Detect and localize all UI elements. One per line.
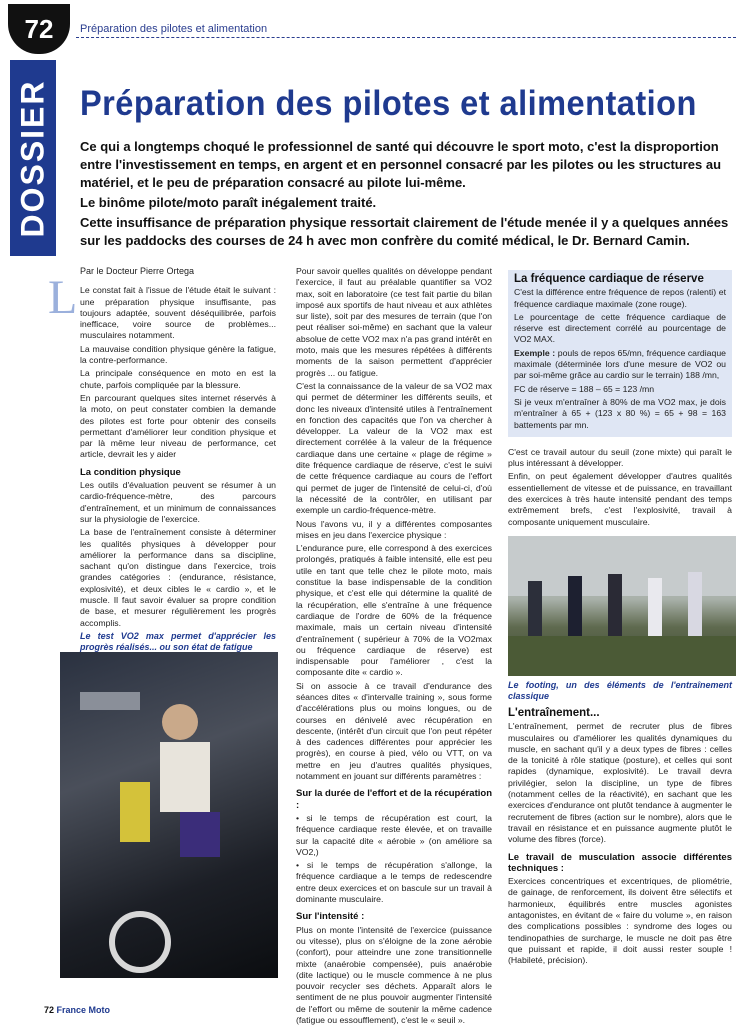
footer-page-number: 72 xyxy=(44,1005,55,1015)
col1-paragraph: Les outils d'évaluation peuvent se résumer à un cardio-fréquence-mètre, des parcours d'entraînement, et un minimum de connaissances sur la physiologie de l'exercice. xyxy=(80,480,276,524)
photo-caption-vo2: Le test VO2 max permet d'apprécier les progrès réalisés... ou son état de fatigue xyxy=(80,630,276,652)
footer-brand: France Moto xyxy=(56,1005,111,1015)
box-paragraph: C'est la différence entre fréquence de repos (ralenti) et fréquence cardiaque maximale (zone rouge). xyxy=(514,287,726,309)
runners-illustration xyxy=(508,536,736,676)
col3-paragraph: L'entraînement, permet de recruter plus de fibres musculaires ou d'améliorer les qualités dynamiques du muscle, en sachant qu'il y a deux types de fibres : celles de la tonicité à rôle statique (posture), et celles qui sont rapides (dynamique, explosivité). Le travail devra privilégier, selon la discipline, un type de fibres (notamment celles de la réactivité), en sachant que les exercices d'endurance ont plutôt tendance à augmenter le recrutement de fibres (action sur le nombre), alors que le travail en résistance et en puissance augmente plutôt le volume des fibres (force). xyxy=(508,721,732,845)
page-number: 72 xyxy=(8,4,70,54)
shorts-shape xyxy=(180,812,220,857)
box-paragraph: Le pourcentage de cette fréquence cardiaque de réserve est directement corrélé au pourcentage de VO2 MAX. xyxy=(514,311,726,345)
article-intro xyxy=(80,138,735,252)
dossier-label: DOSSIER xyxy=(14,78,51,238)
runner-shape xyxy=(528,581,542,636)
col1-paragraph: En parcourant quelques sites internet réservés à la moto, on peut constater combien la demande des pilotes est forte pour obtenir des conseils permettant d'améliorer leur condition physique et par là même leur niveau de performance, cet article, devrait les y aider xyxy=(80,392,276,460)
col1-paragraph: La mauvaise condition physique génère la fatigue, la contre-performance. xyxy=(80,343,276,366)
col3-paragraph: C'est ce travail autour du seuil (zone mixte) qui paraît le plus intéressant à développer. xyxy=(508,446,732,469)
column-2 xyxy=(296,266,492,1028)
runner-shape xyxy=(608,574,622,636)
col2-paragraph: • si le temps de récupération est court, la fréquence cardiaque reste élevée, et on travaille sur la capacité dite « aérobie » (on améliore sa VO2,) xyxy=(296,812,492,857)
col1-paragraph: La base de l'entraînement consiste à déterminer les qualités physiques à développer pour améliorer la performance dans sa discipline, sachant qu'on distingue dans l'exercice, trois grandes catégories : (endurance, résistance, explosivité), et deux cibles le « cardio », et le muscle. Il faut savoir évaluer sa propre condition de base, et mesurer régulièrement les progrès accomplis. xyxy=(80,527,276,628)
subheading-musculation: Le travail de musculation associe différentes techniques : xyxy=(508,851,732,874)
example-label: Exemple : xyxy=(514,347,556,358)
dossier-label-wrap xyxy=(10,60,56,256)
handlebar-shape xyxy=(120,782,150,842)
head-shape xyxy=(162,704,198,740)
subheading-duration: Sur la durée de l'effort et de la récupération : xyxy=(296,788,493,811)
col3-paragraph: Exercices concentriques et excentriques, de pliométrie, de gainage, de renforcement, ils doivent être sélectifs et harmonieux, équilibrés entre muscles agonistes antagonistes, en évitant de « faire du volume », en raison des complications possibles : syndrome des loges ou tendinopathies de surcharge, le muscle ne doit pas être que puissant et rapide, il doit aussi rester souple ! (Habileté, précision). xyxy=(508,876,732,966)
col2-paragraph: Plus on monte l'intensité de l'exercice (puissance ou vitesse), plus on s'éloigne de la zone aérobie (confort), pour atteindre une zone transitionnelle mixte (anaérobie compensée), puis anaérobie (dite lactique) ou le muscle commence à ne plus pouvoir recycler ses déchets. Apparaît alors le sentiment de ne plus pouvoir augmenter l'intensité de l'effort ou même de soutenir la même cadence (fatigue ou essoufflement), c'est le « seuil ». xyxy=(296,924,492,1025)
author-byline: Par le Docteur Pierre Ortega xyxy=(80,266,195,276)
runner-shape xyxy=(648,578,662,636)
subheading-intensity: Sur l'intensité : xyxy=(296,911,365,923)
box-paragraph: Si je veux m'entraîner à 80% de ma VO2 max, je dois m'entraîner à 65 + (123 x 80 %) = 65 + 98 = 163 battements par mn. xyxy=(514,396,726,430)
photo-caption-footing: Le footing, un des éléments de l'entraînement classique xyxy=(508,679,732,701)
runner-shape xyxy=(568,576,582,636)
col2-paragraph: C'est la connaissance de la valeur de sa VO2 max qui permet de déterminer les différents seuils, et donc les niveaux d'intensité utiles à l'entraînement en fonction des capacités que l'on va chercher à développer. La valeur de la VO2 max est directement corrélée à la valeur de la fréquence cardiaque dans une certaine « plage de régime » dite fréquence cardiaque de réserve, c'est le suivi de cette fréquence cardiaque au cours de l'effort qui permet de juger de l'intensité de celui-ci, d'où la nécessité de la contrôler, en utilisant par exemple un cardio-fréquence-mètre. xyxy=(296,380,492,516)
col1-paragraph: La principale conséquence en moto en est la chute, parfois compliquée par la blessure. xyxy=(80,368,276,390)
intro-paragraph-3: Cette insuffisance de préparation physique ressortait clairement de l'étude menée il y a quelques années sur les paddocks des courses de 24 h avec mon confrère du comité médical, le Dr. Bernard Camin. xyxy=(80,215,729,248)
col2-paragraph: Pour savoir quelles qualités on développe pendant l'exercice, il faut au préalable quantifier sa VO2 max, soit en laboratoire (ce test fait partie du bilan imposé aux sportifs de haut niveau et aux athlètes sur liste), soit par des mesures de terrain (que l'on peut réaliser soi-même) en sachant que la valeur absolue de cette VO2 max n'a pas grand intérêt en moto, mais que les mesures répétées à différents moments de la saison permettent d'apprécier progrès ... ou fatigue. xyxy=(296,266,492,378)
example-text: pouls de repos 65/mn, fréquence cardiaque maximale (déterminée lors d'une mesure de VO2 ou par soi-même grâce au cardio sur le terrain) 188 /mn, xyxy=(514,347,726,381)
photo-footing xyxy=(508,536,736,676)
column-1 xyxy=(80,266,276,655)
subheading-training: L'entraînement... xyxy=(508,706,600,719)
box-paragraph xyxy=(514,348,726,382)
heart-rate-box xyxy=(508,270,732,437)
col2-paragraph: Nous l'avons vu, il y a différentes composantes mises en jeu dans l'exercice physique : xyxy=(296,518,492,540)
equipment-tube-shape xyxy=(80,692,140,710)
bike-wheel-shape xyxy=(112,914,168,970)
drop-cap: L xyxy=(48,271,78,324)
photo-vo2-test xyxy=(60,652,278,978)
section-divider xyxy=(76,37,736,38)
cyclist-illustration xyxy=(60,652,278,978)
runner-shape xyxy=(688,572,702,636)
col2-paragraph: L'endurance pure, elle correspond à des exercices prolongés, pratiqués à faible intensité, elle est peu utile en tant que telle chez le pilote moto, mais constitue la base indispensable de la condition physique, et c'est elle qui détermine la qualité de la récupération, elle s'entraîne à une fréquence cardiaque de l'ordre de 60% de la fréquence maximale, mais un certain niveau d'intensité d'entraînement ( supérieur à 70% de la VO2max ou fréquence cardiaque de réserve) est indispensable pour l'améliorer , c'est la composante dite « cardio ». xyxy=(296,543,492,678)
page-footer xyxy=(44,1005,110,1015)
col3-paragraph: Enfin, on peut également développer d'autres qualités essentiellement de vitesse et de puissance, en travaillant des exercices à très haute intensité pendant des temps extrêmement brefs, c'est l'explosivité, travail à composante uniquement musculaire. xyxy=(508,471,732,527)
col1-paragraph: Le constat fait à l'issue de l'étude était le suivant : une préparation physique insuffisante, pas toujours adaptée, souvent déséquilibrée, parfois inefficace, voire source de problèmes... musculaires notamment. xyxy=(80,285,276,341)
subheading-condition: La condition physique xyxy=(80,466,181,478)
box-title: La fréquence cardiaque de réserve xyxy=(514,273,704,285)
col2-paragraph: • si le temps de récupération s'allonge, la fréquence cardiaque a le temps de redescendre entre deux exercices et on bascule sur un travail à dominante musculaire. xyxy=(296,860,492,905)
torso-shape xyxy=(160,742,210,812)
intro-paragraph-1: Ce qui a longtemps choqué le professionnel de santé qui découvre le sport moto, c'est la disproportion entre l'investissement en temps, en argent et en personnel consacré par les pilotes ou les structures au matériel, et le peu de préparation consacré au pilote lui-même. xyxy=(80,139,722,190)
grass-shape xyxy=(508,636,736,676)
intro-paragraph-2: Le binôme pilote/moto paraît inégalement traité. xyxy=(80,195,377,210)
article-title: Préparation des pilotes et alimentation xyxy=(80,84,697,123)
box-paragraph: FC de réserve = 188 – 65 = 123 /mn xyxy=(514,383,655,394)
section-label: Préparation des pilotes et alimentation xyxy=(80,23,268,35)
col2-paragraph: Si on associe à ce travail d'endurance des séances dites « d'intervalle training », sous forme d'accélérations plus ou moins longues, ou de courses en dénivelé avec récupération en descente, (intérêt d'un circuit que l'on peut répéter à des cadences différentes pour apprécier les progrès), en course à pied, vélo ou VTT, on va mettre en jeu d'autres qualités physiques, notamment en jouant sur différents paramètres : xyxy=(296,680,492,782)
